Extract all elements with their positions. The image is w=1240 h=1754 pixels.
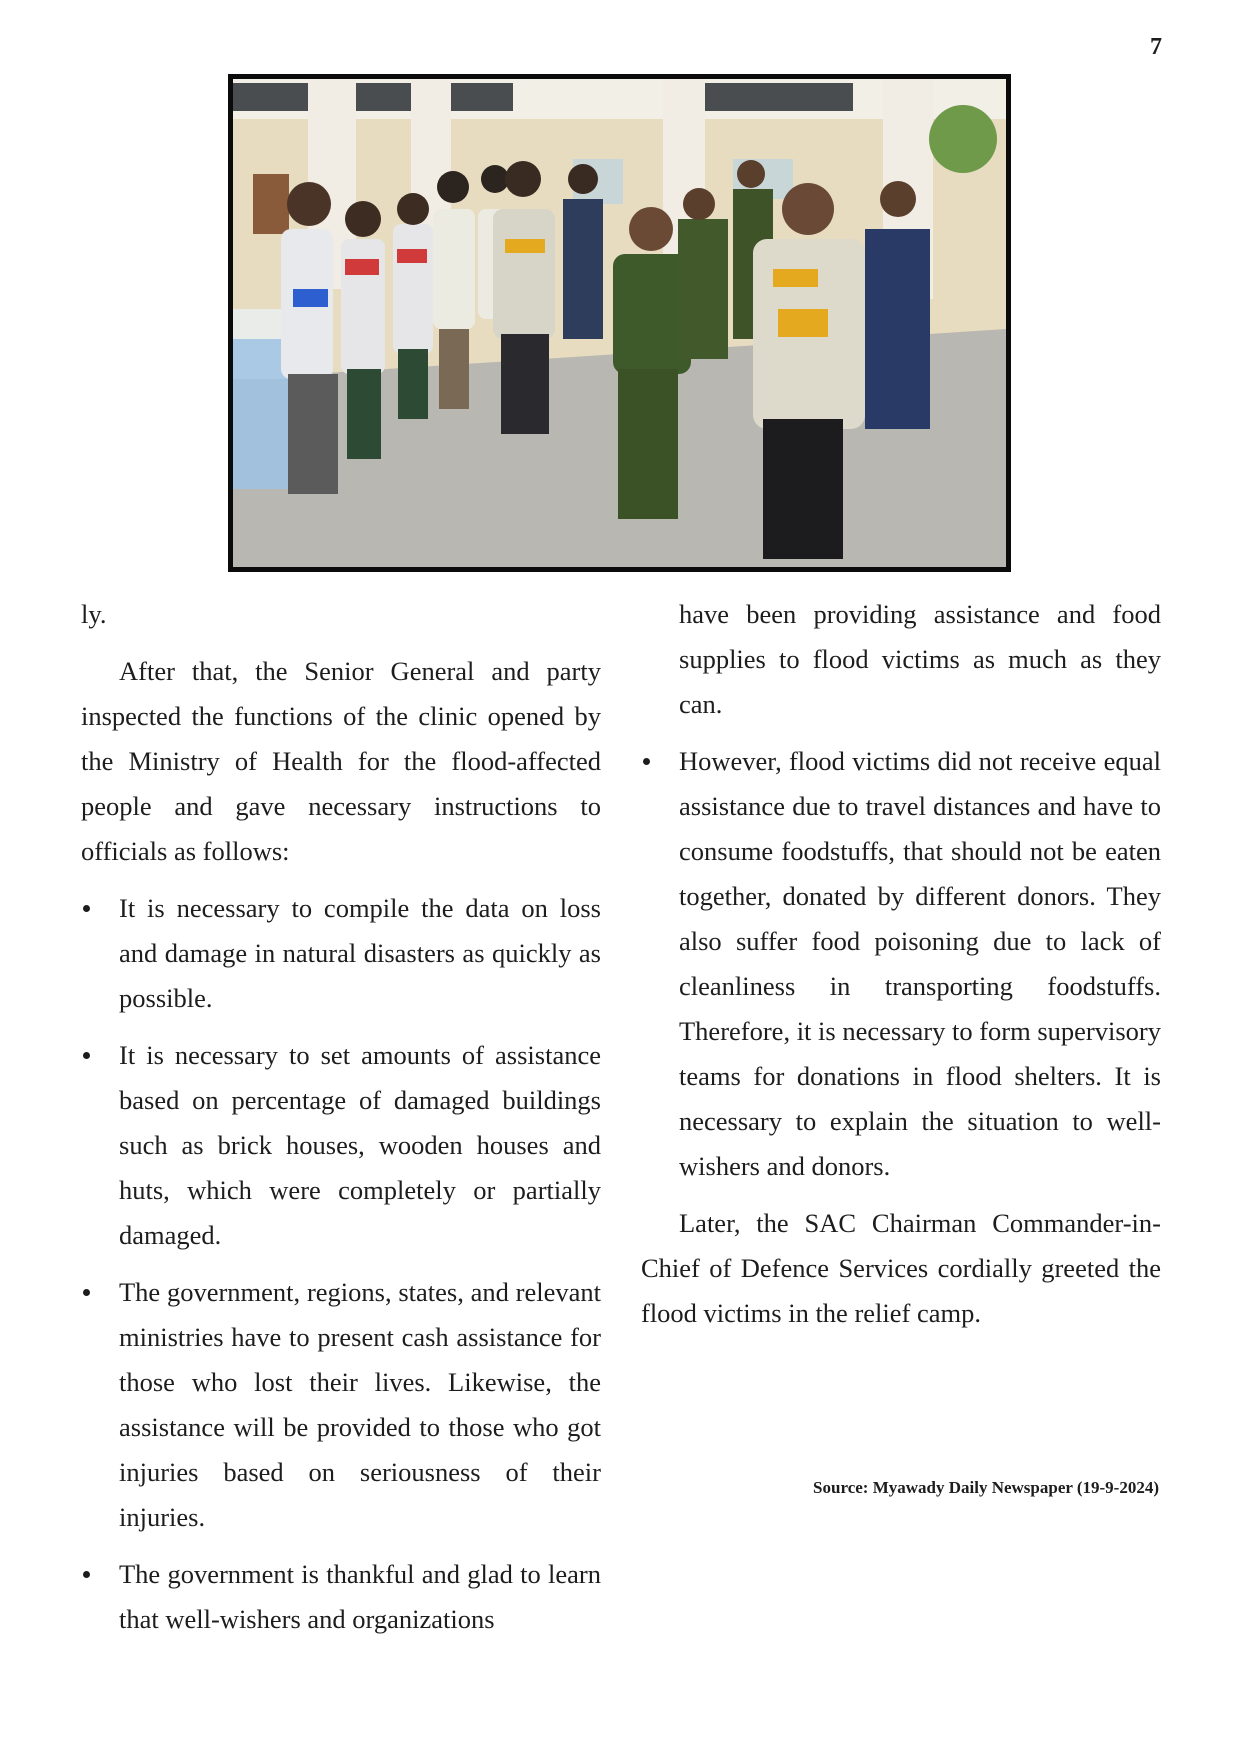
list-item: The government is thankful and glad to learn that well-wishers and organizations: [81, 1552, 601, 1642]
list-item: The government, regions, states, and relevant ministries have to present cash assistance for those who lost their lives. Likewise, the assistance will be provided to those who got injuries based on seriousness of their injuries.: [81, 1270, 601, 1540]
list-item: It is necessary to compile the data on loss and damage in natural disasters as quickly as possible.: [81, 886, 601, 1021]
instruction-list-continued: [641, 739, 1161, 1189]
instruction-list: [81, 886, 601, 1642]
photo-illustration: [233, 79, 1006, 567]
continued-list-text: have been providing assistance and food supplies to flood victims as much as they can.: [679, 599, 1161, 719]
right-column: [641, 592, 1161, 1336]
carryover-text: ly.: [81, 599, 107, 629]
closing-paragraph: Later, the SAC Chairman Commander-in-Chief of Defence Services cordially greeted the flood victims in the relief camp.: [641, 1208, 1161, 1328]
page-number: 7: [1150, 34, 1162, 60]
left-column: [81, 592, 601, 1654]
news-photo: [228, 74, 1011, 572]
intro-paragraph: After that, the Senior General and party inspected the functions of the clinic opened by the Ministry of Health for the flood-affected people and gave necessary instructions to officials as follows:: [81, 656, 601, 866]
source-credit: Source: Myawady Daily Newspaper (19-9-2024): [813, 1478, 1159, 1497]
list-item: However, flood victims did not receive equal assistance due to travel distances and have to consume foodstuffs, that should not be eaten together, donated by different donors. They also suffer food poisoning due to lack of cleanliness in transporting foodstuffs. Therefore, it is necessary to form supervisory teams for donations in flood shelters. It is necessary to explain the situation to well-wishers and donors.: [641, 739, 1161, 1189]
list-item: It is necessary to set amounts of assistance based on percentage of damaged buildings such as brick houses, wooden houses and huts, which were completely or partially damaged.: [81, 1033, 601, 1258]
